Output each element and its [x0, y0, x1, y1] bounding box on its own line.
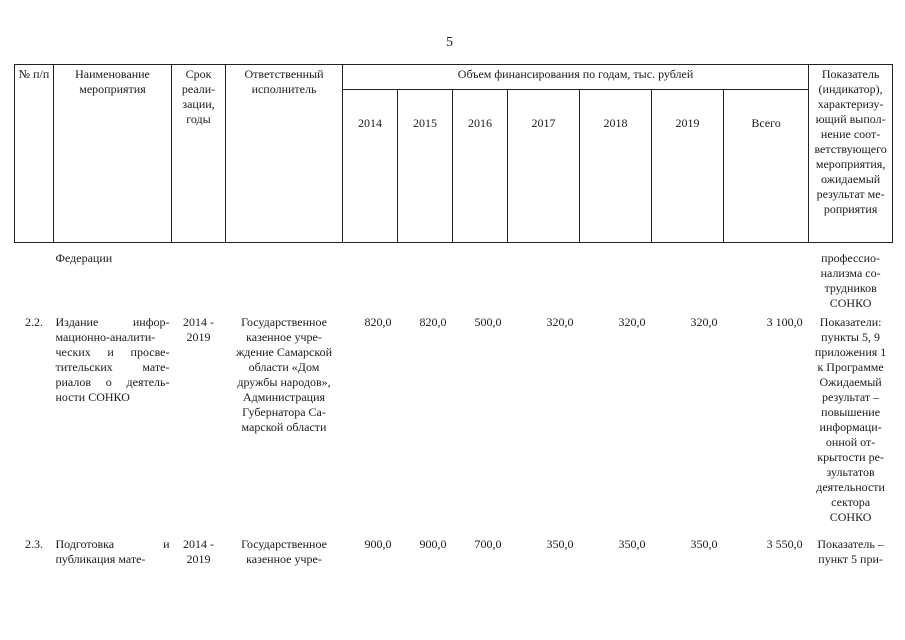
row-term: 2014 - 2019: [183, 537, 214, 566]
row-value: 820,0: [419, 315, 447, 329]
continuation-indicator: профессио-нализма со-трудников СОНКО: [820, 251, 881, 310]
header-total: Всего: [724, 90, 809, 243]
row-indicator: Показатель – пункт 5 при-: [817, 537, 884, 566]
row-value: 350,0: [618, 537, 646, 551]
row-total: 3 100,0: [766, 315, 803, 329]
header-year: 2016: [453, 90, 508, 243]
continuation-row: [15, 243, 893, 314]
funding-table: [14, 64, 893, 569]
header-funding: Объем финансирования по годам, тыс. рублей: [343, 65, 809, 90]
header-no: № п/п: [15, 65, 54, 243]
row-term: 2014 - 2019: [183, 315, 214, 344]
header-indicator: Показатель (индикатор), характеризу-ющий выпол-нение соот-ветствующего мероприятия, ожидаемый результат ме-роприятия: [809, 65, 893, 243]
header-year: 2015: [398, 90, 453, 243]
header-year: 2014: [343, 90, 398, 243]
row-no: 2.2.: [25, 315, 43, 329]
row-value: 320,0: [618, 315, 646, 329]
page-number: 5: [446, 35, 453, 50]
row-value: 900,0: [419, 537, 447, 551]
header-name: Наименование мероприятия: [54, 65, 172, 243]
row-value: 320,0: [546, 315, 574, 329]
continuation-name: Федерации: [55, 251, 113, 265]
row-indicator: Показатели: пункты 5, 9 приложения 1 к Программе Ожидаемый результат – повышение информаци-онной от-крытости ре-зультатов деятельности сектора СОНКО: [814, 315, 887, 524]
row-value: 820,0: [364, 315, 392, 329]
header-executor: Ответственный исполнитель: [226, 65, 343, 243]
table-row: [15, 535, 893, 569]
header-year: 2019: [652, 90, 724, 243]
row-name: Издание инфор-мационно-аналити-ческих и просве-тительских мате-риалов о деятель-ности СОНКО: [55, 315, 170, 404]
row-value: 320,0: [690, 315, 718, 329]
table-row: [15, 313, 893, 535]
row-value: 350,0: [546, 537, 574, 551]
row-executor: Государственное казенное учре-: [241, 537, 327, 566]
row-executor: Государственное казенное учре-ждение Самарской области «Дом дружбы народов», Администрация Губернатора Са-марской области: [235, 315, 333, 434]
row-name: Подготовка и публикация мате-: [55, 537, 170, 566]
row-value: 700,0: [474, 537, 502, 551]
header-term: Срок реали-зации, годы: [172, 65, 226, 243]
header-year: 2017: [508, 90, 580, 243]
row-total: 3 550,0: [766, 537, 803, 551]
row-no: 2.3.: [25, 537, 43, 551]
header-year: 2018: [580, 90, 652, 243]
row-value: 350,0: [690, 537, 718, 551]
row-value: 900,0: [364, 537, 392, 551]
row-value: 500,0: [474, 315, 502, 329]
